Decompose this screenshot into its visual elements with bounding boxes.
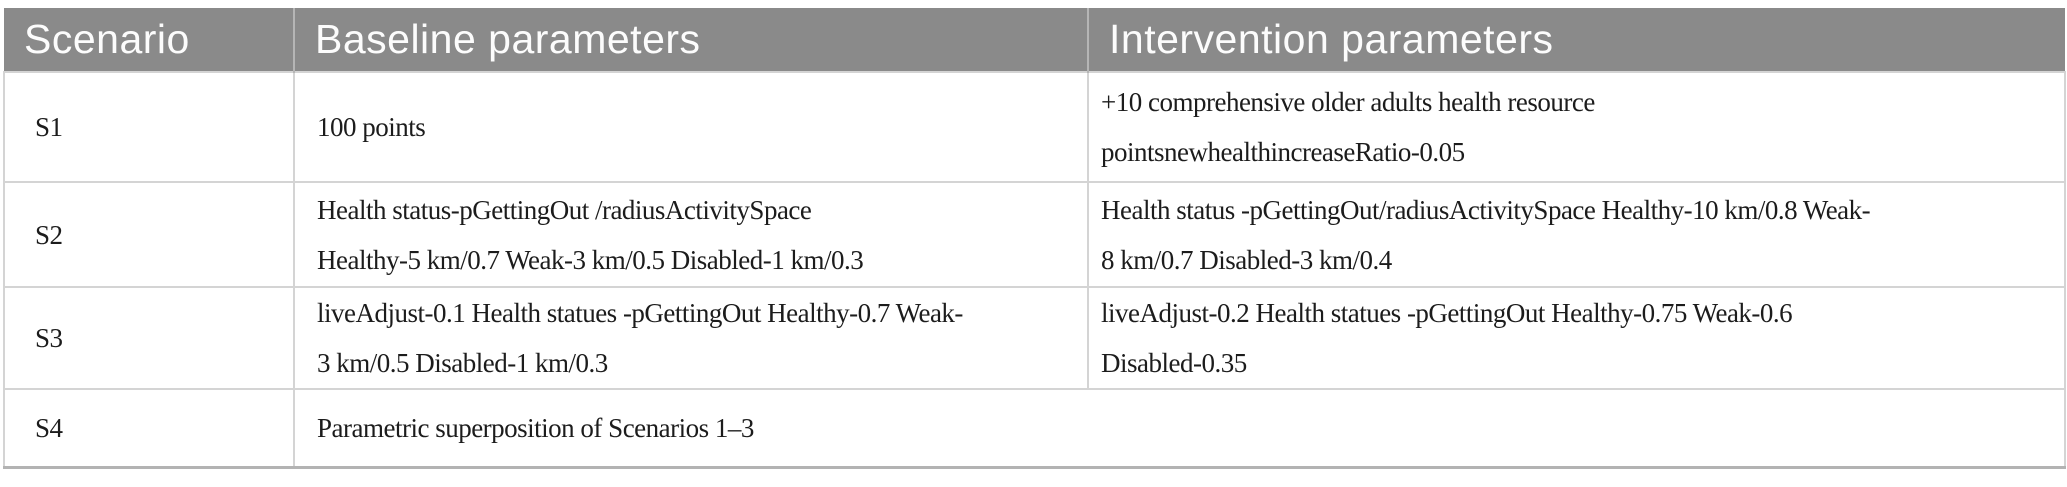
header-row [4,8,2065,72]
baseline-cell: liveAdjust-0.1 Health statues -pGettingOut Healthy-0.7 Weak- 3 km/0.5 Disabled-1 km/0.3 [294,287,1088,389]
scenario-cell: S2 [4,182,294,287]
intervention-cell: Health status -pGettingOut/radiusActivitySpace Healthy-10 km/0.8 Weak- 8 km/0.7 Disabled-3 km/0.4 [1088,182,2065,287]
scenario-cell: S3 [4,287,294,389]
intervention-cell: liveAdjust-0.2 Health statues -pGettingOut Healthy-0.75 Weak-0.6 Disabled-0.35 [1088,287,2065,389]
merged-parameters-cell: Parametric superposition of Scenarios 1–3 [294,389,2065,467]
table-body [4,72,2065,467]
baseline-cell: Health status-pGettingOut /radiusActivitySpace Healthy-5 km/0.7 Weak-3 km/0.5 Disabled-1 km/0.3 [294,182,1088,287]
intervention-cell: +10 comprehensive older adults health resource pointsnewhealthincreaseRatio-0.05 [1088,72,2065,182]
column-header-baseline-parameters: Baseline parameters [294,8,1088,72]
table-row-s3 [4,287,2065,389]
table-row-s2 [4,182,2065,287]
table-header [4,8,2065,72]
baseline-cell: 100 points [294,72,1088,182]
table-row-s1 [4,72,2065,182]
scenario-parameters-table [3,8,2066,469]
scenario-cell: S4 [4,389,294,467]
column-header-scenario: Scenario [4,8,294,72]
column-header-intervention-parameters: Intervention parameters [1088,8,2065,72]
scenario-cell: S1 [4,72,294,182]
table-row-s4 [4,389,2065,467]
